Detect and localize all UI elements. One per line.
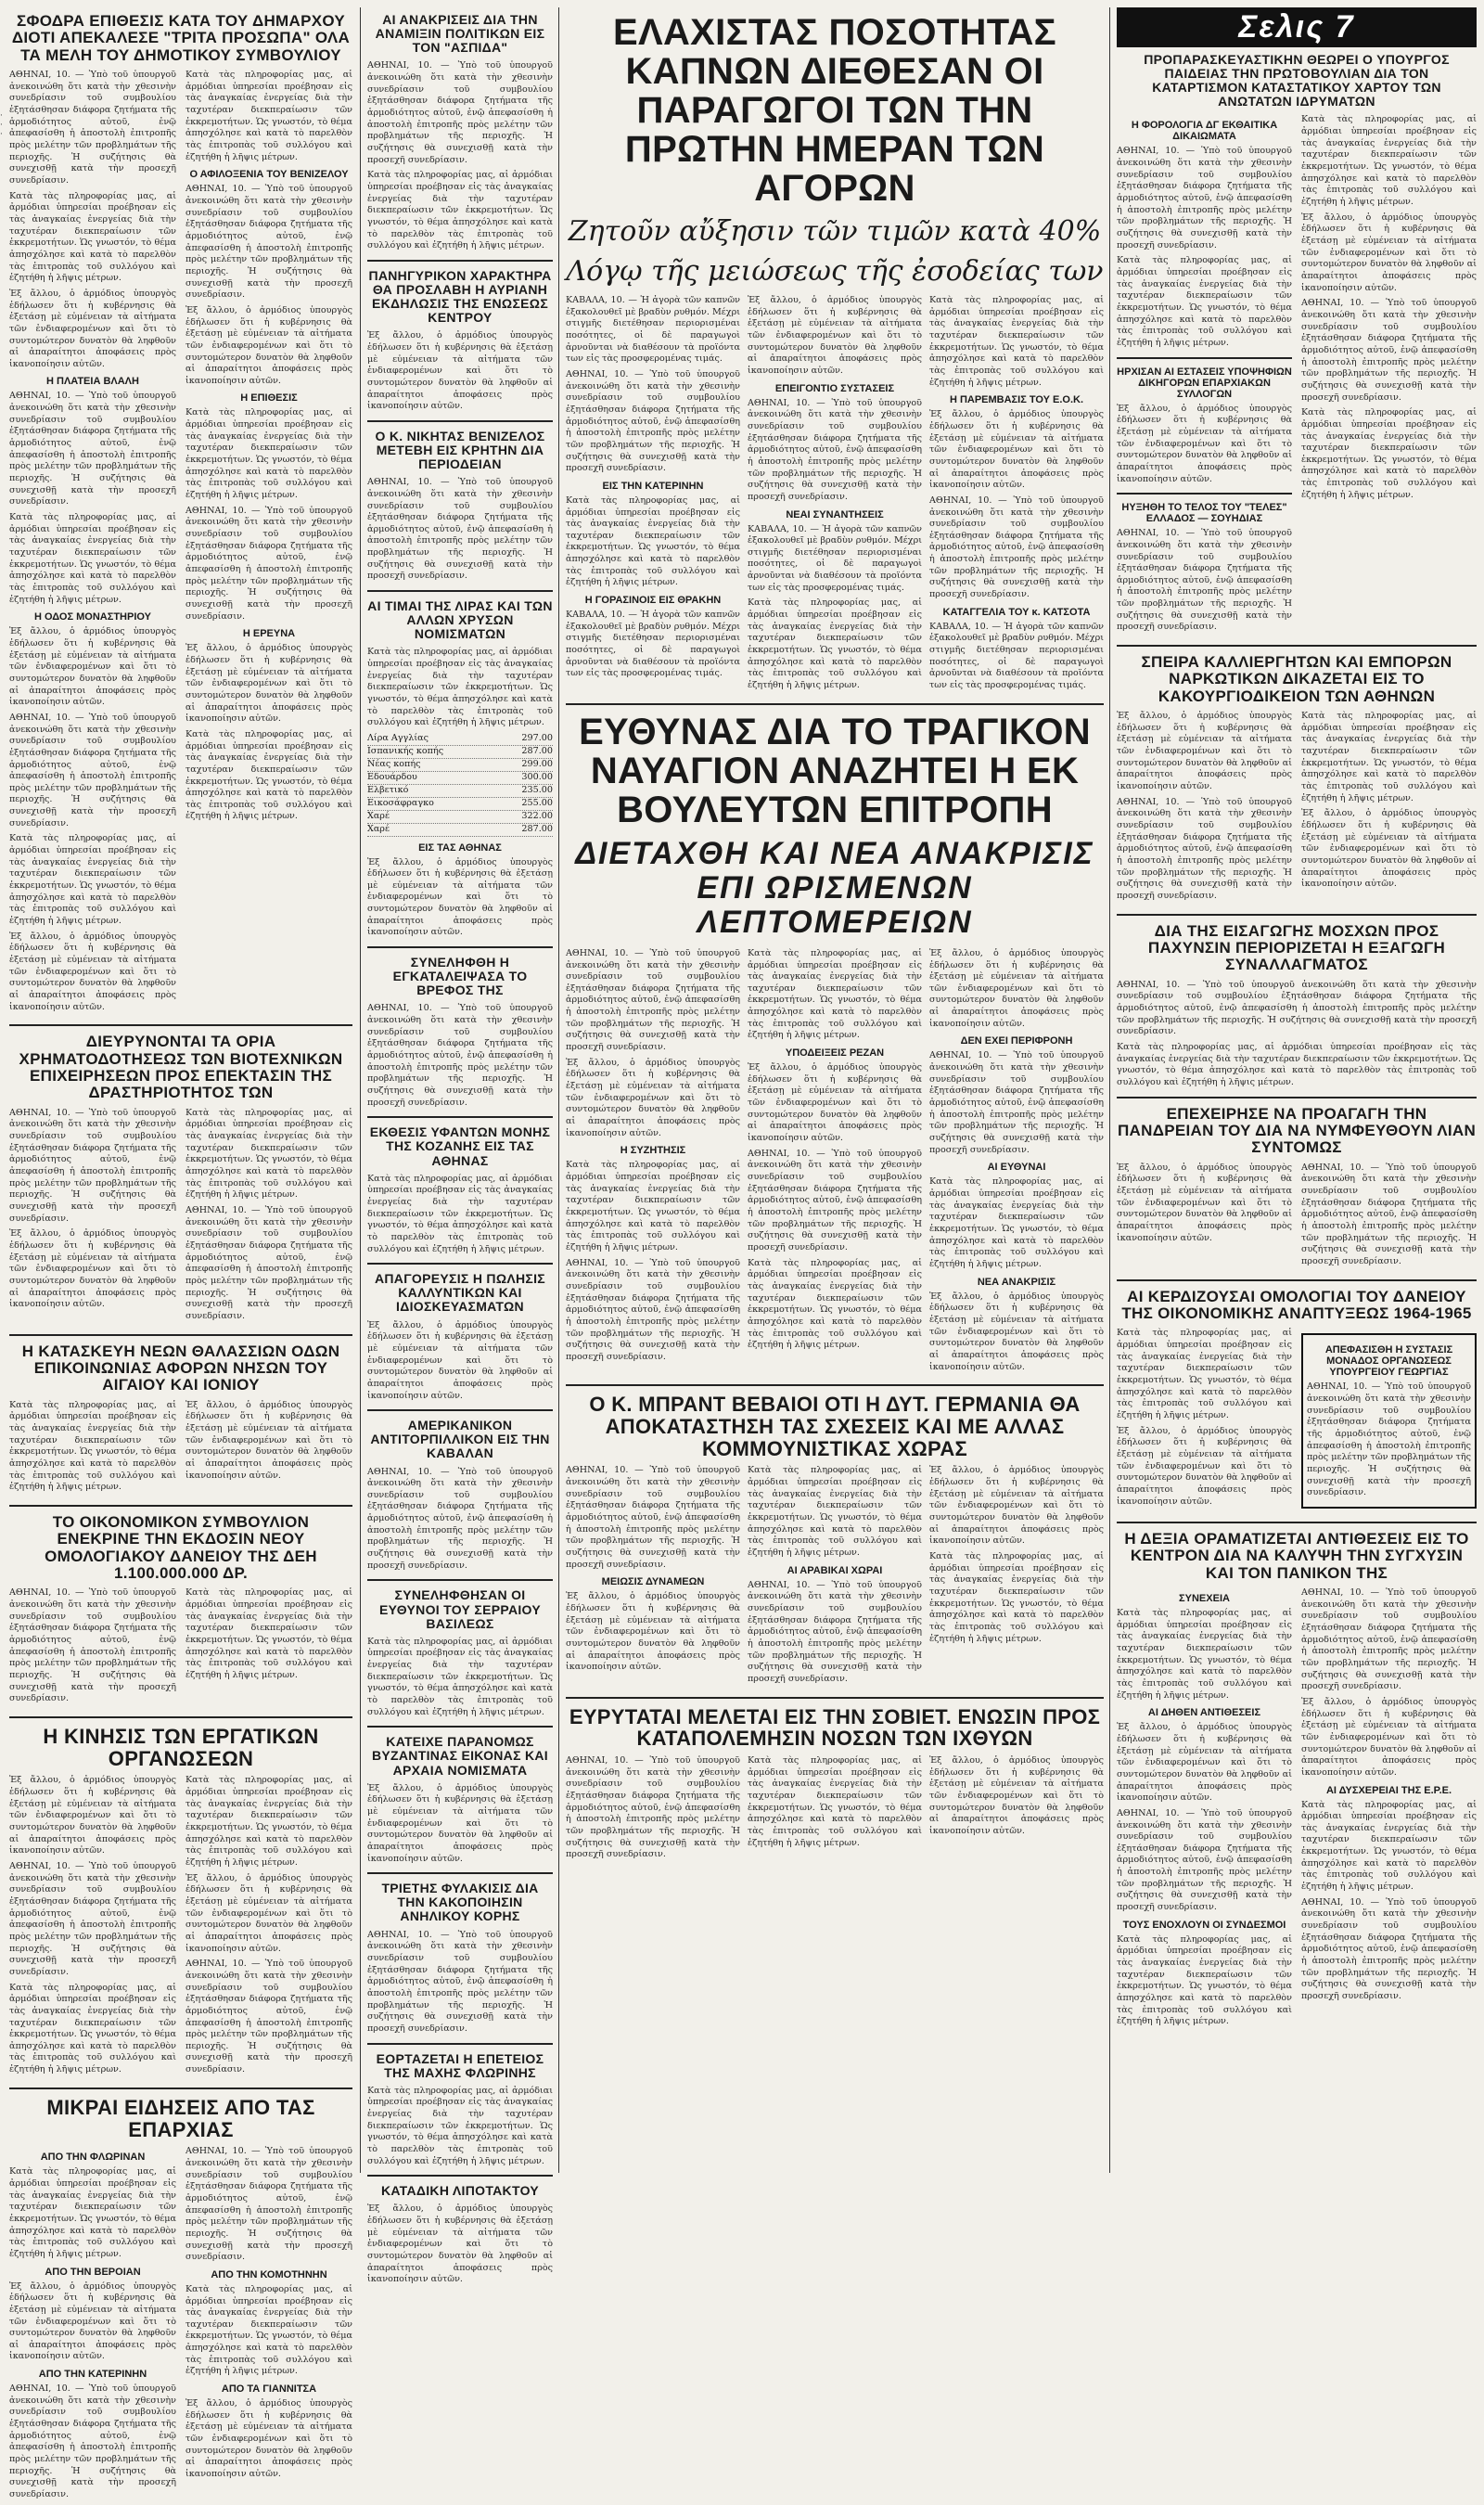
section-head: ΑΙ ΔΥΣΧΕΡΕΙΑΙ ΤΗΣ Ε.Ρ.Ε. bbox=[1325, 1784, 1452, 1796]
article-text: ΑΘΗΝΑΙ, 10. — Ὑπὸ τοῦ ὑπουργοῦ ἀνεκοινώθη ὅτι κατὰ τὴν χθεσινὴν συνεδρίασιν τοῦ συμβουλίου ἐξητάσθησαν διάφορα ζητήματα τῆς ἁρμοδιότητος αὐτοῦ, ἐνῷ ἀπεφασίσθη ἡ ἀποστολὴ ἐπιτροπῆς πρὸς μελέτην τῶν προβλημάτων τῆς περιοχῆς. Ἡ συζήτησις θὰ συνεχισθῇ κατὰ τὴν προσεχῆ συνεδρίασιν. bbox=[929, 1050, 1104, 1155]
section-head: ΤΟΥΣ ΕΝΟΧΛΟΥΝ ΟΙ ΣΥΝΔΕΣΜΟΙ bbox=[1122, 1919, 1286, 1931]
column-rule bbox=[558, 7, 559, 2173]
article-dei-body bbox=[9, 1587, 352, 1709]
article-text: ΑΘΗΝΑΙ, 10. — Ὑπὸ τοῦ ὑπουργοῦ ἀνεκοινώθη ὅτι κατὰ τὴν χθεσινὴν συνεδρίασιν τοῦ συμβουλίου ἐξητάσθησαν διάφορα ζητήματα τῆς ἁρμοδιότητος αὐτοῦ, ἐνῷ ἀπεφασίσθη ἡ ἀποστολὴ ἐπιτροπῆς πρὸς μελέτην τῶν προβλημάτων τῆς περιοχῆς. Ἡ συζήτησις θὰ συνεχισθῇ κατὰ τὴν προσεχῆ συνεδρίασιν. bbox=[1117, 796, 1292, 902]
article-text: ΚΑΒΑΛΑ, 10. — Ἡ ἀγορὰ τῶν καπνῶν ἐξακολουθεῖ μὲ βραδὺν ρυθμόν. Μέχρι στιγμῆς διετέθησαν περιορισμέναι ποσότητες, οἱ δὲ παραγωγοὶ ἀρνοῦνται νὰ διαθέσουν τὰ προϊόντα των εἰς τὰς προσφερομένας τιμάς. bbox=[566, 295, 740, 365]
article-dimarchos-body bbox=[9, 70, 352, 1017]
article-text: ΑΘΗΝΑΙ, 10. — Ὑπὸ τοῦ ὑπουργοῦ ἀνεκοινώθη ὅτι κατὰ τὴν χθεσινὴν συνεδρίασιν τοῦ συμβουλίου ἐξητάσθησαν διάφορα ζητήματα τῆς ἁρμοδιότητος αὐτοῦ, ἐνῷ ἀπεφασίσθη ἡ ἀποστολὴ ἐπιτροπῆς πρὸς μελέτην τῶν προβλημάτων τῆς περιοχῆς. Ἡ συζήτησις θὰ συνεχισθῇ κατὰ τὴν προσεχῆ συνεδρίασιν. bbox=[566, 1257, 740, 1362]
price-row: Ισπανικής κοπής 287.00 bbox=[367, 746, 553, 759]
headline-narkotika: ΣΠΕΙΡΑ ΚΑΛΛΙΕΡΓΗΤΩΝ ΚΑΙ ΕΜΠΟΡΩΝ ΝΑΡΚΩΤΙΚΩΝ ΔΙΚΑΖΕΤΑΙ ΕΙΣ ΤΟ ΚΑΚΟΥΡΓΙΟΔΙΚΕΙΟΝ ΤΩΝ ΑΘΗΝΩΝ bbox=[1141, 653, 1452, 705]
article-text: Κατὰ τὰς πληροφορίας μας, αἱ ἀρμόδιαι ὑπηρεσίαι προέβησαν εἰς τὰς ἀναγκαίας ἐνεργείας διὰ τὴν ταχυτέραν διεκπεραίωσιν τῶν ἐκκρεμοτήτων. Ὡς γνωστόν, τὸ θέμα ἀπησχόλησε καὶ κατὰ τὸ παρελθὸν τὰς ἐπιτροπὰς τοῦ συλλόγου καὶ ἐζητήθη ἡ λῆψις μέτρων. bbox=[9, 1399, 176, 1493]
article-text: ΑΘΗΝΑΙ, 10. — Ὑπὸ τοῦ ὑπουργοῦ ἀνεκοινώθη ὅτι κατὰ τὴν χθεσινὴν συνεδρίασιν τοῦ συμβουλίου ἐξητάσθησαν διάφορα ζητήματα τῆς ἁρμοδιότητος αὐτοῦ, ἐνῷ ἀπεφασίσθη ἡ ἀποστολὴ ἐπιτροπῆς πρὸς μελέτην τῶν προβλημάτων τῆς περιοχῆς. Ἡ συζήτησις θὰ συνεχισθῇ κατὰ τὴν προσεχῆ συνεδρίασιν. bbox=[9, 1107, 176, 1224]
divider bbox=[367, 260, 553, 262]
article-text: Κατὰ τὰς πληροφορίας μας, αἱ ἀρμόδιαι ὑπηρεσίαι προέβησαν εἰς τὰς ἀναγκαίας ἐνεργείας διὰ τὴν ταχυτέραν διεκπεραίωσιν τῶν ἐκκρεμοτήτων. Ὡς γνωστόν, τὸ θέμα ἀπησχόλησε καὶ κατὰ τὸ παρελθὸν τὰς ἐπιτροπὰς τοῦ συλλόγου καὶ ἐζητήθη ἡ λῆψις μέτρων. bbox=[1117, 255, 1292, 348]
section-head: Η ΕΡΕΥΝΑ bbox=[242, 628, 296, 640]
article-text: Ἐξ ἄλλου, ὁ ἀρμόδιος ὑπουργὸς ἐδήλωσεν ὅτι ἡ κυβέρνησις θὰ ἐξετάσῃ μὲ εὐμένειαν τὰ αἰτήματα τῶν ἐνδιαφερομένων καὶ ὅτι τὸ συντομώτερον δυνατὸν θὰ ληφθοῦν αἱ ἀπαραίτητοι ἀποφάσεις πρὸς ἱκανοποίησιν αὐτῶν. bbox=[186, 2398, 352, 2480]
article-text: Ἐξ ἄλλου, ὁ ἀρμόδιος ὑπουργὸς ἐδήλωσεν ὅτι ἡ κυβέρνησις θὰ ἐξετάσῃ μὲ εὐμένειαν τὰ αἰτήματα τῶν ἐνδιαφερομένων καὶ ὅτι τὸ συντομώτερον δυνατὸν θὰ ληφθοῦν αἱ ἀπαραίτητοι ἀποφάσεις πρὸς ἱκανοποίησιν αὐτῶν. bbox=[929, 409, 1104, 491]
headline-omologiai: ΑΙ ΚΕΡΔΙΖΟΥΣΑΙ ΟΜΟΛΟΓΙΑΙ ΤΟΥ ΔΑΝΕΙΟΥ ΤΗΣ ΟΙΚΟΝΟΜΙΚΗΣ ΑΝΑΠΤΥΞΕΩΣ 1964-1965 bbox=[1121, 1287, 1472, 1322]
divider bbox=[9, 1024, 352, 1026]
headline-venizelos: Ο Κ. ΝΙΚΗΤΑΣ ΒΕΝΙΖΕΛΟΣ ΜΕΤΕΒΗ ΕΙΣ ΚΡΗΤΗΝ ΔΙΑ ΠΕΡΙΟΔΕΙΑΝ bbox=[375, 428, 545, 472]
article-text: ΑΘΗΝΑΙ, 10. — Ὑπὸ τοῦ ὑπουργοῦ ἀνεκοινώθη ὅτι κατὰ τὴν χθεσινὴν συνεδρίασιν τοῦ συμβουλίου ἐξητάσθησαν διάφορα ζητήματα τῆς ἁρμοδιότητος αὐτοῦ, ἐνῷ ἀπεφασίσθη ἡ ἀποστολὴ ἐπιτροπῆς πρὸς μελέτην τῶν προβλημάτων τῆς περιοχῆς. Ἡ συζήτησις θὰ συνεχισθῇ κατὰ τὴν προσεχῆ συνεδρίασιν. bbox=[186, 505, 352, 622]
article-text: ΑΘΗΝΑΙ, 10. — Ὑπὸ τοῦ ὑπουργοῦ ἀνεκοινώθη ὅτι κατὰ τὴν χθεσινὴν συνεδρίασιν τοῦ συμβουλίου ἐξητάσθησαν διάφορα ζητήματα τῆς ἁρμοδιότητος αὐτοῦ, ἐνῷ ἀπεφασίσθη ἡ ἀποστολὴ ἐπιτροπῆς πρὸς μελέτην τῶν προβλημάτων τῆς περιοχῆς. Ἡ συζήτησις θὰ συνεχισθῇ κατὰ τὴν προσεχῆ συνεδρίασιν. bbox=[186, 184, 352, 301]
section-head: ΥΠΟΔΕΙΞΕΙΣ ΡΕΖΑΝ bbox=[785, 1047, 885, 1060]
headline-dexia: Η ΔΕΞΙΑ ΟΡΑΜΑΤΙΖΕΤΑΙ ΑΝΤΙΘΕΣΕΙΣ ΕΙΣ ΤΟ ΚΕΝΤΡΟΝ ΔΙΑ ΝΑ ΚΑΛΥΨΗ ΤΗΝ ΣΥΓΧΥΣΙΝ ΚΑΙ ΤΟΝ ΠΑΝΙΚΟΝ ΤΗΣ bbox=[1124, 1529, 1469, 1582]
section-head: ΕΙΣ ΤΗΝ ΚΑΤΕΡΙΝΗΝ bbox=[602, 480, 704, 492]
article-text: Ἐξ ἄλλου, ὁ ἀρμόδιος ὑπουργὸς ἐδήλωσεν ὅτι ἡ κυβέρνησις θὰ ἐξετάσῃ μὲ εὐμένειαν τὰ αἰτήματα τῶν ἐνδιαφερομένων καὶ ὅτι τὸ συντομώτερον δυνατὸν θὰ ληφθοῦν αἱ ἀπαραίτητοι ἀποφάσεις πρὸς ἱκανοποίησιν αὐτῶν. bbox=[9, 2280, 176, 2362]
column-second bbox=[367, 7, 553, 2285]
article-text: Κατὰ τὰς πληροφορίας μας, αἱ ἀρμόδιαι ὑπηρεσίαι προέβησαν εἰς τὰς ἀναγκαίας ἐνεργείας διὰ τὴν ταχυτέραν διεκπεραίωσιν τῶν ἐκκρεμοτήτων. Ὡς γνωστόν, τὸ θέμα ἀπησχόλησε καὶ κατὰ τὸ παρελθὸν τὰς ἐπιτροπὰς τοῦ συλλόγου καὶ ἐζητήθη ἡ λῆψις μέτρων. bbox=[748, 947, 922, 1041]
divider bbox=[1117, 1097, 1477, 1098]
divider bbox=[9, 1716, 352, 1718]
headline-florina: ΕΟΡΤΑΖΕΤΑΙ Η ΕΠΕΤΕΙΟΣ ΤΗΣ ΜΑΧΗΣ ΦΛΩΡΙΝΗΣ bbox=[376, 2050, 544, 2080]
price-row: Εικοσάφραγκο 255.00 bbox=[367, 798, 553, 811]
section-head: ΔΕΝ ΕΧΕΙ ΠΕΡΙΦΡΟΝΗ bbox=[960, 1035, 1073, 1047]
article-text: Ἐξ ἄλλου, ὁ ἀρμόδιος ὑπουργὸς ἐδήλωσεν ὅτι ἡ κυβέρνησις θὰ ἐξετάσῃ μὲ εὐμένειαν τὰ αἰτήματα τῶν ἐνδιαφερομένων καὶ ὅτι τὸ συντομώτερον δυνατὸν θὰ ληφθοῦν αἱ ἀπαραίτητοι ἀποφάσεις πρὸς ἱκανοποίησιν αὐτῶν. bbox=[1117, 403, 1292, 484]
divider bbox=[367, 1872, 553, 1874]
section-head: Η ΠΛΑΤΕΙΑ ΒΛΑΛΗ bbox=[46, 376, 139, 388]
divider bbox=[1117, 645, 1477, 647]
column-center bbox=[566, 7, 1104, 2173]
headline-dimarchos: ΣΦΟΔΡΑ ΕΠΙΘΕΣΙΣ ΚΑΤΑ ΤΟΥ ΔΗΜΑΡΧΟΥ ΔΙΟΤΙ ΑΠΕΚΑΛΕΣΕ "ΤΡΙΤΑ ΠΡΟΣΩΠΑ" ΟΛΑ ΤΑ ΜΕΛΗ ΤΟΥ ΔΗΜΟΤΙΚΟΥ ΣΥΜΒΟΥΛΙΟΥ bbox=[11, 12, 351, 64]
article-text: ΑΘΗΝΑΙ, 10. — Ὑπὸ τοῦ ὑπουργοῦ ἀνεκοινώθη ὅτι κατὰ τὴν χθεσινὴν συνεδρίασιν τοῦ συμβουλίου ἐξητάσθησαν διάφορα ζητήματα τῆς ἁρμοδιότητος αὐτοῦ, ἐνῷ ἀπεφασίσθη ἡ ἀποστολὴ ἐπιτροπῆς πρὸς μελέτην τῶν προβλημάτων τῆς περιοχῆς. Ἡ συζήτησις θὰ συνεχισθῇ κατὰ τὴν προσεχῆ συνεδρίασιν. bbox=[9, 70, 176, 186]
section-head: Η ΦΟΡΟΛΟΓΙΑ ΔΓ ΕΚΘΑΙΤΙΚΑ ΔΙΚΑΙΩΜΑΤΑ bbox=[1131, 120, 1278, 143]
article-omologiai-body bbox=[1117, 1328, 1477, 1514]
section-head: ΑΠΟ ΤΗΝ ΚΑΤΕΡΙΝΗΝ bbox=[38, 2369, 147, 2381]
article-ergatikes-body bbox=[9, 1775, 352, 2079]
article-text: Ἐξ ἄλλου, ὁ ἀρμόδιος ὑπουργὸς ἐδήλωσεν ὅτι ἡ κυβέρνησις θὰ ἐξετάσῃ μὲ εὐμένειαν τὰ αἰτήματα τῶν ἐνδιαφερομένων καὶ ὅτι τὸ συντομώτερον δυνατὸν θὰ ληφθοῦν αἱ ἀπαραίτητοι ἀποφάσεις πρὸς ἱκανοποίησιν αὐτῶν. bbox=[1117, 1425, 1292, 1507]
headline-thalassioi-odoi: Η ΚΑΤΑΣΚΕΥΗ ΝΕΩΝ ΘΑΛΑΣΣΙΩΝ ΟΔΩΝ ΕΠΙΚΟΙΝΩΝΙΑΣ ΑΦΟΡΩΝ ΝΗΣΩΝ ΤΟΥ ΑΙΓΑΙΟΥ ΚΑΙ ΙΟΝΙΟΥ bbox=[21, 1342, 340, 1394]
headline-viotechnikes: ΔΙΕΥΡΥΝΟΝΤΑΙ ΤΑ ΟΡΙΑ ΧΡΗΜΑΤΟΔΟΤΗΣΕΩΣ ΤΩΝ ΒΙΟΤΕΧΝΙΚΩΝ ΕΠΙΧΕΙΡΗΣΕΩΝ ΠΡΟΣ ΕΠΕΚΤΑΣΙΝ ΤΗΣ ΔΡΑΣΤΗΡΙΟΤΗΤΟΣ ΤΩΝ bbox=[19, 1033, 343, 1102]
article-text: ΑΘΗΝΑΙ, 10. — Ὑπὸ τοῦ ὑπουργοῦ ἀνεκοινώθη ὅτι κατὰ τὴν χθεσινὴν συνεδρίασιν τοῦ συμβουλίου ἐξητάσθησαν διάφορα ζητήματα τῆς ἁρμοδιότητος αὐτοῦ, ἐνῷ ἀπεφασίσθη ἡ ἀποστολὴ ἐπιτροπῆς πρὸς μελέτην τῶν προβλημάτων τῆς περιοχῆς. Ἡ συζήτησις θὰ συνεχισθῇ κατὰ τὴν προσεχῆ συνεδρίασιν. bbox=[566, 1465, 740, 1570]
section-head: ΑΠΟ ΤΗΝ ΦΛΩΡΙΝΑΝ bbox=[40, 2152, 146, 2164]
provincial-news bbox=[9, 2146, 352, 2504]
article-text: ΑΘΗΝΑΙ, 10. — Ὑπὸ τοῦ ὑπουργοῦ ἀνεκοινώθη ὅτι κατὰ τὴν χθεσινὴν συνεδρίασιν τοῦ συμβουλίου ἐξητάσθησαν διάφορα ζητήματα τῆς ἁρμοδιότητος αὐτοῦ, ἐνῷ ἀπεφασίσθη ἡ ἀποστολὴ ἐπιτροπῆς πρὸς μελέτην τῶν προβλημάτων τῆς περιοχῆς. Ἡ συζήτησις θὰ συνεχισθῇ κατὰ τὴν προσεχῆ συνεδρίασιν. bbox=[367, 1003, 553, 1108]
article-text: Κατὰ τὰς πληροφορίας μας, αἱ ἀρμόδιαι ὑπηρεσίαι προέβησαν εἰς τὰς ἀναγκαίας ἐνεργείας διὰ τὴν ταχυτέραν διεκπεραίωσιν τῶν ἐκκρεμοτήτων. Ὡς γνωστόν, τὸ θέμα ἀπησχόλησε καὶ κατὰ τὸ παρελθὸν τὰς ἐπιτροπὰς τοῦ συλλόγου καὶ ἐζητήθη ἡ λῆψις μέτρων. bbox=[9, 2166, 176, 2259]
article-text: ΑΘΗΝΑΙ, 10. — Ὑπὸ τοῦ ὑπουργοῦ ἀνεκοινώθη ὅτι κατὰ τὴν χθεσινὴν συνεδρίασιν τοῦ συμβουλίου ἐξητάσθησαν διάφορα ζητήματα τῆς ἁρμοδιότητος αὐτοῦ, ἐνῷ ἀπεφασίσθη ἡ ἀποστολὴ ἐπιτροπῆς πρὸς μελέτην τῶν προβλημάτων τῆς περιοχῆς. Ἡ συζήτησις θὰ συνεχισθῇ κατὰ τὴν προσεχῆ συνεδρίασιν. bbox=[1117, 1807, 1292, 1913]
article-text: Κατὰ τὰς πληροφορίας μας, αἱ ἀρμόδιαι ὑπηρεσίαι προέβησαν εἰς τὰς ἀναγκαίας ἐνεργείας διὰ τὴν ταχυτέραν διεκπεραίωσιν τῶν ἐκκρεμοτήτων. Ὡς γνωστόν, τὸ θέμα ἀπησχόλησε καὶ κατὰ τὸ παρελθὸν τὰς ἐπιτροπὰς τοῦ συλλόγου καὶ ἐζητήθη ἡ λῆψις μέτρων. bbox=[929, 1551, 1104, 1644]
article-text: Κατὰ τὰς πληροφορίας μας, αἱ ἀρμόδιαι ὑπηρεσίαι προέβησαν εἰς τὰς ἀναγκαίας ἐνεργείας διὰ τὴν ταχυτέραν διεκπεραίωσιν τῶν ἐκκρεμοτήτων. Ὡς γνωστόν, τὸ θέμα ἀπησχόλησε καὶ κατὰ τὸ παρελθὸν τὰς ἐπιτροπὰς τοῦ συλλόγου καὶ ἐζητήθη ἡ λῆψις μέτρων. bbox=[9, 190, 176, 284]
article-text: ΑΘΗΝΑΙ, 10. — Ὑπὸ τοῦ ὑπουργοῦ ἀνεκοινώθη ὅτι κατὰ τὴν χθεσινὴν συνεδρίασιν τοῦ συμβουλίου ἐξητάσθησαν διάφορα ζητήματα τῆς ἁρμοδιότητος αὐτοῦ, ἐνῷ ἀπεφασίσθη ἡ ἀποστολὴ ἐπιτροπῆς πρὸς μελέτην τῶν προβλημάτων τῆς περιοχῆς. Ἡ συζήτησις θὰ συνεχισθῇ κατὰ τὴν προσεχῆ συνεδρίασιν. bbox=[367, 1929, 553, 2034]
column-left bbox=[9, 7, 352, 2500]
section-head: ΝΕΑ ΑΝΑΚΡΙΣΙΣ bbox=[977, 1276, 1056, 1288]
section-head: ΣΥΝΕΧΕΙΑ bbox=[1179, 1593, 1230, 1604]
article-text: ΑΘΗΝΑΙ, 10. — Ὑπὸ τοῦ ὑπουργοῦ ἀνεκοινώθη ὅτι κατὰ τὴν χθεσινὴν συνεδρίασιν τοῦ συμβουλίου ἐξητάσθησαν διάφορα ζητήματα τῆς ἁρμοδιότητος αὐτοῦ, ἐνῷ ἀπεφασίσθη ἡ ἀποστολὴ ἐπιτροπῆς πρὸς μελέτην τῶν προβλημάτων τῆς περιοχῆς. Ἡ συζήτησις θὰ συνεχισθῇ κατὰ τὴν προσεχῆ συνεδρίασιν. bbox=[566, 1755, 740, 1860]
section-head: Ο ΑΦΙΛΟΞΕΝΙΑ ΤΟΥ ΒΕΝΙΖΕΛΟΥ bbox=[189, 169, 349, 181]
headline-fylakisis: ΤΡΙΕΤΗΣ ΦΥΛΑΚΙΣΙΣ ΔΙΑ ΤΗΝ ΚΑΚΟΠΟΙΗΣΙΝ ΑΝΗΛΙΚΟΥ ΚΟΡΗΣ bbox=[381, 1881, 539, 1924]
divider bbox=[9, 2088, 352, 2089]
article-text: Κατὰ τὰς πληροφορίας μας, αἱ ἀρμόδιαι ὑπηρεσίαι προέβησαν εἰς τὰς ἀναγκαίας ἐνεργείας διὰ τὴν ταχυτέραν διεκπεραίωσιν τῶν ἐκκρεμοτήτων. Ὡς γνωστόν, τὸ θέμα ἀπησχόλησε καὶ κατὰ τὸ παρελθὸν τὰς ἐπιτροπὰς τοῦ συλλόγου καὶ ἐζητήθη ἡ λῆψις μέτρων. bbox=[9, 833, 176, 927]
divider bbox=[367, 590, 553, 592]
column-rule bbox=[1109, 7, 1110, 2173]
divider bbox=[566, 703, 1104, 705]
headline-dei-loan: ΤΟ ΟΙΚΟΝΟΜΙΚΟΝ ΣΥΜΒΟΥΛΙΟΝ ΕΝΕΚΡΙΝΕ ΤΗΝ ΕΚΔΟΣΙΝ ΝΕΟΥ ΟΜΟΛΟΓΙΑΚΟΥ ΔΑΝΕΙΟΥ ΤΗΣ ΔΕΗ 1.100.000.000 ΔΡ. bbox=[45, 1512, 317, 1582]
article-text: ΚΑΒΑΛΑ, 10. — Ἡ ἀγορὰ τῶν καπνῶν ἐξακολουθεῖ μὲ βραδὺν ρυθμόν. Μέχρι στιγμῆς διετέθησαν περιορισμέναι ποσότητες, οἱ δὲ παραγωγοὶ ἀρνοῦνται νὰ διαθέσουν τὰ προϊόντα των εἰς τὰς προσφερομένας τιμάς. bbox=[566, 610, 740, 679]
article-text: Ἐξ ἄλλου, ὁ ἀρμόδιος ὑπουργὸς ἐδήλωσεν ὅτι ἡ κυβέρνησις θὰ ἐξετάσῃ μὲ εὐμένειαν τὰ αἰτήματα τῶν ἐνδιαφερομένων καὶ ὅτι τὸ συντομώτερον δυνατὸν θὰ ληφθοῦν αἱ ἀπαραίτητοι ἀποφάσεις πρὸς ἱκανοποίησιν αὐτῶν. bbox=[9, 1228, 176, 1310]
article-text: Κατὰ τὰς πληροφορίας μας, αἱ ἀρμόδιαι ὑπηρεσίαι προέβησαν εἰς τὰς ἀναγκαίας ἐνεργείας διὰ τὴν ταχυτέραν διεκπεραίωσιν τῶν ἐκκρεμοτήτων. Ὡς γνωστόν, τὸ θέμα ἀπησχόλησε καὶ κατὰ τὸ παρελθὸν τὰς ἐπιτροπὰς τοῦ συλλόγου καὶ ἐζητήθη ἡ λῆψις μέτρων. bbox=[9, 512, 176, 605]
article-text: Ἐξ ἄλλου, ὁ ἀρμόδιος ὑπουργὸς ἐδήλωσεν ὅτι ἡ κυβέρνησις θὰ ἐξετάσῃ μὲ εὐμένειαν τὰ αἰτήματα τῶν ἐνδιαφερομένων καὶ ὅτι τὸ συντομώτερον δυνατὸν θὰ ληφθοῦν αἱ ἀπαραίτητοι ἀποφάσεις πρὸς ἱκανοποίησιν αὐτῶν. bbox=[186, 304, 352, 386]
article-text: ΑΘΗΝΑΙ, 10. — Ὑπὸ τοῦ ὑπουργοῦ ἀνεκοινώθη ὅτι κατὰ τὴν χθεσινὴν συνεδρίασιν τοῦ συμβουλίου ἐξητάσθησαν διάφορα ζητήματα τῆς ἁρμοδιότητος αὐτοῦ, ἐνῷ ἀπεφασίσθη ἡ ἀποστολὴ ἐπιτροπῆς πρὸς μελέτην τῶν προβλημάτων τῆς περιοχῆς. Ἡ συζήτησις θὰ συνεχισθῇ κατὰ τὴν προσεχῆ συνεδρίασιν. bbox=[9, 1860, 176, 1977]
article-text: ΑΘΗΝΑΙ, 10. — Ὑπὸ τοῦ ὑπουργοῦ ἀνεκοινώθη ὅτι κατὰ τὴν χθεσινὴν συνεδρίασιν τοῦ συμβουλίου ἐξητάσθησαν διάφορα ζητήματα τῆς ἁρμοδιότητος αὐτοῦ, ἐνῷ ἀπεφασίσθη ἡ ἀποστολὴ ἐπιτροπῆς πρὸς μελέτην τῶν προβλημάτων τῆς περιοχῆς. Ἡ συζήτησις θὰ συνεχισθῇ κατὰ τὴν προσεχῆ συνεδρίασιν. bbox=[748, 1579, 922, 1684]
article-text: Ἐξ ἄλλου, ὁ ἀρμόδιος ὑπουργὸς ἐδήλωσεν ὅτι ἡ κυβέρνησις θὰ ἐξετάσῃ μὲ εὐμένειαν τὰ αἰτήματα τῶν ἐνδιαφερομένων καὶ ὅτι τὸ συντομώτερον δυνατὸν θὰ ληφθοῦν αἱ ἀπαραίτητοι ἀποφάσεις πρὸς ἱκανοποίησιν αὐτῶν. bbox=[367, 856, 553, 938]
article-kapnoi-body bbox=[566, 295, 1104, 696]
headline-ekthesis-yfanton: ΕΚΘΕΣΙΣ ΥΦΑΝΤΩΝ ΜΟΝΗΣ ΤΗΣ ΚΟΖΑΝΗΣ ΕΙΣ ΤΑΣ ΑΘΗΝΑΣ bbox=[369, 1124, 551, 1168]
article-text: Ἐξ ἄλλου, ὁ ἀρμόδιος ὑπουργὸς ἐδήλωσεν ὅτι ἡ κυβέρνησις θὰ ἐξετάσῃ μὲ εὐμένειαν τὰ αἰτήματα τῶν ἐνδιαφερομένων καὶ ὅτι τὸ συντομώτερον δυνατὸν θὰ ληφθοῦν αἱ ἀπαραίτητοι ἀποφάσεις πρὸς ἱκανοποίησιν αὐτῶν. bbox=[1117, 711, 1292, 792]
divider bbox=[9, 1334, 352, 1336]
price-row: Ελβετικό 235.00 bbox=[367, 785, 553, 798]
article-text: Κατὰ τὰς πληροφορίας μας, αἱ ἀρμόδιαι ὑπηρεσίαι προέβησαν εἰς τὰς ἀναγκαίας ἐνεργείας διὰ τὴν ταχυτέραν διεκπεραίωσιν τῶν ἐκκρεμοτήτων. Ὡς γνωστόν, τὸ θέμα ἀπησχόλησε καὶ κατὰ τὸ παρελθὸν τὰς ἐπιτροπὰς τοῦ συλλόγου καὶ ἐζητήθη ἡ λῆψις μέτρων. bbox=[1301, 114, 1477, 208]
article-brant-body bbox=[566, 1465, 1104, 1689]
price-row: Χαρέ 322.00 bbox=[367, 811, 553, 824]
headline-lipotaktou: ΚΑΤΑΔΙΚΗ ΛΙΠΟΤΑΚΤΟΥ bbox=[380, 2183, 540, 2199]
section-head: ΕΠΕΙΓΟΝΤΙΟ ΣΥΣΤΑΣΕΙΣ bbox=[774, 382, 895, 394]
divider bbox=[1117, 357, 1292, 359]
article-text: ΑΘΗΝΑΙ, 10. — Ὑπὸ τοῦ ὑπουργοῦ ἀνεκοινώθη ὅτι κατὰ τὴν χθεσινὴν συνεδρίασιν τοῦ συμβουλίου ἐξητάσθησαν διάφορα ζητήματα τῆς ἁρμοδιότητος αὐτοῦ, ἐνῷ ἀπεφασίσθη ἡ ἀποστολὴ ἐπιτροπῆς πρὸς μελέτην τῶν προβλημάτων τῆς περιοχῆς. Ἡ συζήτησις θὰ συνεχισθῇ κατὰ τὴν προσεχῆ συνεδρίασιν. bbox=[1301, 298, 1477, 403]
article-text: Ἐξ ἄλλου, ὁ ἀρμόδιος ὑπουργὸς ἐδήλωσεν ὅτι ἡ κυβέρνησις θὰ ἐξετάσῃ μὲ εὐμένειαν τὰ αἰτήματα τῶν ἐνδιαφερομένων καὶ ὅτι τὸ συντομώτερον δυνατὸν θὰ ληφθοῦν αἱ ἀπαραίτητοι ἀποφάσεις πρὸς ἱκανοποίησιν αὐτῶν. bbox=[748, 295, 922, 376]
article-text: ΑΘΗΝΑΙ, 10. — Ὑπὸ τοῦ ὑπουργοῦ ἀνεκοινώθη ὅτι κατὰ τὴν χθεσινὴν συνεδρίασιν τοῦ συμβουλίου ἐξητάσθησαν διάφορα ζητήματα τῆς ἁρμοδιότητος αὐτοῦ, ἐνῷ ἀπεφασίσθη ἡ ἀποστολὴ ἐπιτροπῆς πρὸς μελέτην τῶν προβλημάτων τῆς περιοχῆς. Ἡ συζήτησις θὰ συνεχισθῇ κατὰ τὴν προσεχῆ συνεδρίασιν. bbox=[186, 2146, 352, 2263]
article-text: Ἐξ ἄλλου, ὁ ἀρμόδιος ὑπουργὸς ἐδήλωσεν ὅτι ἡ κυβέρνησις θὰ ἐξετάσῃ μὲ εὐμένειαν τὰ αἰτήματα τῶν ἐνδιαφερομένων καὶ ὅτι τὸ συντομώτερον δυνατὸν θὰ ληφθοῦν αἱ ἀπαραίτητοι ἀποφάσεις πρὸς ἱκανοποίησιν αὐτῶν. bbox=[1117, 1162, 1292, 1243]
article-text: Ἐξ ἄλλου, ὁ ἀρμόδιος ὑπουργὸς ἐδήλωσεν ὅτι ἡ κυβέρνησις θὰ ἐξετάσῃ μὲ εὐμένειαν τὰ αἰτήματα τῶν ἐνδιαφερομένων καὶ ὅτι τὸ συντομώτερον δυνατὸν θὰ ληφθοῦν αἱ ἀπαραίτητοι ἀποφάσεις πρὸς ἱκανοποίησιν αὐτῶν. bbox=[929, 947, 1104, 1029]
article-text: Ἐξ ἄλλου, ὁ ἀρμόδιος ὑπουργὸς ἐδήλωσεν ὅτι ἡ κυβέρνησις θὰ ἐξετάσῃ μὲ εὐμένειαν τὰ αἰτήματα τῶν ἐνδιαφερομένων καὶ ὅτι τὸ συντομώτερον δυνατὸν θὰ ληφθοῦν αἱ ἀπαραίτητοι ἀποφάσεις πρὸς ἱκανοποίησιν αὐτῶν. bbox=[9, 931, 176, 1012]
article-text: Κατὰ τὰς πληροφορίας μας, αἱ ἀρμόδιαι ὑπηρεσίαι προέβησαν εἰς τὰς ἀναγκαίας ἐνεργείας διὰ τὴν ταχυτέραν διεκπεραίωσιν τῶν ἐκκρεμοτήτων. Ὡς γνωστόν, τὸ θέμα ἀπησχόλησε καὶ κατὰ τὸ παρελθὸν τὰς ἐπιτροπὰς τοῦ συλλόγου καὶ ἐζητήθη ἡ λῆψις μέτρων. bbox=[186, 1587, 352, 1680]
subheadline-auxisis: Ζητοῦν αὔξησιν τῶν τιμῶν κατὰ 40% bbox=[568, 215, 1102, 248]
article-text: Κατὰ τὰς πληροφορίας μας, αἱ ἀρμόδιαι ὑπηρεσίαι προέβησαν εἰς τὰς ἀναγκαίας ἐνεργείας διὰ τὴν ταχυτέραν διεκπεραίωσιν τῶν ἐκκρεμοτήτων. Ὡς γνωστόν, τὸ θέμα ἀπησχόλησε καὶ κατὰ τὸ παρελθὸν τὰς ἐπιτροπὰς τοῦ συλλόγου καὶ ἐζητήθη ἡ λῆψις μέτρων. bbox=[748, 1755, 922, 1848]
article-text: Κατὰ τὰς πληροφορίας μας, αἱ ἀρμόδιαι ὑπηρεσίαι προέβησαν εἰς τὰς ἀναγκαίας ἐνεργείας διὰ τὴν ταχυτέραν διεκπεραίωσιν τῶν ἐκκρεμοτήτων. Ὡς γνωστόν, τὸ θέμα ἀπησχόλησε καὶ κατὰ τὸ παρελθὸν τὰς ἐπιτροπὰς τοῦ συλλόγου καὶ ἐζητήθη ἡ λῆψις μέτρων. bbox=[1117, 1042, 1477, 1087]
article-text: Κατὰ τὰς πληροφορίας μας, αἱ ἀρμόδιαι ὑπηρεσίαι προέβησαν εἰς τὰς ἀναγκαίας ἐνεργείας διὰ τὴν ταχυτέραν διεκπεραίωσιν τῶν ἐκκρεμοτήτων. Ὡς γνωστόν, τὸ θέμα ἀπησχόλησε καὶ κατὰ τὸ παρελθὸν τὰς ἐπιτροπὰς τοῦ συλλόγου καὶ ἐζητήθη ἡ λῆψις μέτρων. bbox=[367, 1173, 553, 1254]
subheadline-anakrisis: ΔΙΕΤΑΧΘΗ ΚΑΙ ΝΕΑ ΑΝΑΚΡΙΣΙΣ ΕΠΙ ΩΡΙΣΜΕΝΩΝ ΛΕΠΤΟΜΕΡΕΙΩΝ bbox=[575, 835, 1094, 941]
article-text: Ἐξ ἄλλου, ὁ ἀρμόδιος ὑπουργὸς ἐδήλωσεν ὅτι ἡ κυβέρνησις θὰ ἐξετάσῃ μὲ εὐμένειαν τὰ αἰτήματα τῶν ἐνδιαφερομένων καὶ ὅτι τὸ συντομώτερον δυνατὸν θὰ ληφθοῦν αἱ ἀπαραίτητοι ἀποφάσεις πρὸς ἱκανοποίησιν αὐτῶν. bbox=[367, 1319, 553, 1401]
article-text: ΑΘΗΝΑΙ, 10. — Ὑπὸ τοῦ ὑπουργοῦ ἀνεκοινώθη ὅτι κατὰ τὴν χθεσινὴν συνεδρίασιν τοῦ συμβουλίου ἐξητάσθησαν διάφορα ζητήματα τῆς ἁρμοδιότητος αὐτοῦ, ἐνῷ ἀπεφασίσθη ἡ ἀποστολὴ ἐπιτροπῆς πρὸς μελέτην τῶν προβλημάτων τῆς περιοχῆς. Ἡ συζήτησις θὰ συνεχισθῇ κατὰ τὴν προσεχῆ συνεδρίασιν. bbox=[367, 477, 553, 582]
divider bbox=[367, 1726, 553, 1728]
article-text: Ἐξ ἄλλου, ὁ ἀρμόδιος ὑπουργὸς ἐδήλωσεν ὅτι ἡ κυβέρνησις θὰ ἐξετάσῃ μὲ εὐμένειαν τὰ αἰτήματα τῶν ἐνδιαφερομένων καὶ ὅτι τὸ συντομώτερον δυνατὸν θὰ ληφθοῦν αἱ ἀπαραίτητοι ἀποφάσεις πρὸς ἱκανοποίησιν αὐτῶν. bbox=[1301, 212, 1477, 293]
divider bbox=[367, 2175, 553, 2177]
article-text: ΑΘΗΝΑΙ, 10. — Ὑπὸ τοῦ ὑπουργοῦ ἀνεκοινώθη ὅτι κατὰ τὴν χθεσινὴν συνεδρίασιν τοῦ συμβουλίου ἐξητάσθησαν διάφορα ζητήματα τῆς ἁρμοδιότητος αὐτοῦ, ἐνῷ ἀπεφασίσθη ἡ ἀποστολὴ ἐπιτροπῆς πρὸς μελέτην τῶν προβλημάτων τῆς περιοχῆς. Ἡ συζήτησις θὰ συνεχισθῇ κατὰ τὴν προσεχῆ συνεδρίασιν. bbox=[9, 712, 176, 829]
section-head: ΜΕΙΩΣΙΣ ΔΥΝΑΜΕΩΝ bbox=[601, 1576, 705, 1588]
boxed-notice bbox=[1301, 1333, 1477, 1509]
section-head: ΚΑΤΑΓΓΕΛΙΑ ΤΟΥ κ. ΚΑΤΣΟΤΑ bbox=[942, 606, 1091, 618]
section-head: Η ΠΑΡΕΜΒΑΣΙΣ ΤΟΥ Ε.Ο.Κ. bbox=[949, 394, 1084, 406]
divider bbox=[1117, 914, 1477, 916]
headline-brant: Ο Κ. ΜΠΡΑΝΤ ΒΕΒΑΙΟΙ ΟΤΙ Η ΔΥΤ. ΓΕΡΜΑΝΙΑ ΘΑ ΑΠΟΚΑΤΑΣΤΗΣΗ ΤΑΣ ΣΧΕΣΕΙΣ ΚΑΙ ΜΕ ΑΛΛΑΣ ΚΟΜΜΟΥΝΙΣΤΙΚΑΣ ΧΩΡΑΣ bbox=[589, 1393, 1081, 1460]
article-text: Κατὰ τὰς πληροφορίας μας, αἱ ἀρμόδιαι ὑπηρεσίαι προέβησαν εἰς τὰς ἀναγκαίας ἐνεργείας διὰ τὴν ταχυτέραν διεκπεραίωσιν τῶν ἐκκρεμοτήτων. Ὡς γνωστόν, τὸ θέμα ἀπησχόλησε καὶ κατὰ τὸ παρελθὸν τὰς ἐπιτροπὰς τοῦ συλλόγου καὶ ἐζητήθη ἡ λῆψις μέτρων. bbox=[186, 728, 352, 822]
article-text: Ἐξ ἄλλου, ὁ ἀρμόδιος ὑπουργὸς ἐδήλωσεν ὅτι ἡ κυβέρνησις θὰ ἐξετάσῃ μὲ εὐμένειαν τὰ αἰτήματα τῶν ἐνδιαφερομένων καὶ ὅτι τὸ συντομώτερον δυνατὸν θὰ ληφθοῦν αἱ ἀπαραίτητοι ἀποφάσεις πρὸς ἱκανοποίησιν αὐτῶν. bbox=[929, 1291, 1104, 1372]
article-text: Κατὰ τὰς πληροφορίας μας, αἱ ἀρμόδιαι ὑπηρεσίαι προέβησαν εἰς τὰς ἀναγκαίας ἐνεργείας διὰ τὴν ταχυτέραν διεκπεραίωσιν τῶν ἐκκρεμοτήτων. Ὡς γνωστόν, τὸ θέμα ἀπησχόλησε καὶ κατὰ τὸ παρελθὸν τὰς ἐπιτροπὰς τοῦ συλλόγου καὶ ἐζητήθη ἡ λῆψις μέτρων. bbox=[748, 1257, 922, 1351]
divider bbox=[1117, 493, 1292, 495]
article-text: Κατὰ τὰς πληροφορίας μας, αἱ ἀρμόδιαι ὑπηρεσίαι προέβησαν εἰς τὰς ἀναγκαίας ἐνεργείας διὰ τὴν ταχυτέραν διεκπεραίωσιν τῶν ἐκκρεμοτήτων. Ὡς γνωστόν, τὸ θέμα ἀπησχόλησε καὶ κατὰ τὸ παρελθὸν τὰς ἐπιτροπὰς τοῦ συλλόγου καὶ ἐζητήθη ἡ λῆψις μέτρων. bbox=[566, 495, 740, 588]
section-head: Η ΟΔΟΣ ΜΟΝΑΣΤΗΡΙΟΥ bbox=[34, 611, 151, 623]
article-text: Ἐξ ἄλλου, ὁ ἀρμόδιος ὑπουργὸς ἐδήλωσεν ὅτι ἡ κυβέρνησις θὰ ἐξετάσῃ μὲ εὐμένειαν τὰ αἰτήματα τῶν ἐνδιαφερομένων καὶ ὅτι τὸ συντομώτερον δυνατὸν θὰ ληφθοῦν αἱ ἀπαραίτητοι ἀποφάσεις πρὸς ἱκανοποίησιν αὐτῶν. bbox=[367, 2203, 553, 2285]
headline-enosis-kentrou: ΠΑΝΗΓΥΡΙΚΟΝ ΧΑΡΑΚΤΗΡΑ ΘΑ ΠΡΟΣΛΑΒΗ Η ΑΥΡΙΑΝΗ ΕΚΔΗΛΩΣΙΣ ΤΗΣ ΕΝΩΣΕΩΣ ΚΕΝΤΡΟΥ bbox=[368, 267, 552, 326]
article-text: Ἐξ ἄλλου, ὁ ἀρμόδιος ὑπουργὸς ἐδήλωσεν ὅτι ἡ κυβέρνησις θὰ ἐξετάσῃ μὲ εὐμένειαν τὰ αἰτήματα τῶν ἐνδιαφερομένων καὶ ὅτι τὸ συντομώτερον δυνατὸν θὰ ληφθοῦν αἱ ἀπαραίτητοι ἀποφάσεις πρὸς ἱκανοποίησιν αὐτῶν. bbox=[1117, 1722, 1292, 1804]
article-text: ΑΘΗΝΑΙ, 10. — Ὑπὸ τοῦ ὑπουργοῦ ἀνεκοινώθη ὅτι κατὰ τὴν χθεσινὴν συνεδρίασιν τοῦ συμβουλίου ἐξητάσθησαν διάφορα ζητήματα τῆς ἁρμοδιότητος αὐτοῦ, ἐνῷ ἀπεφασίσθη ἡ ἀποστολὴ ἐπιτροπῆς πρὸς μελέτην τῶν προβλημάτων τῆς περιοχῆς. Ἡ συζήτησις θὰ συνεχισθῇ κατὰ τὴν προσεχῆ συνεδρίασιν. bbox=[929, 495, 1104, 600]
article-text: Ἐξ ἄλλου, ὁ ἀρμόδιος ὑπουργὸς ἐδήλωσεν ὅτι ἡ κυβέρνησις θὰ ἐξετάσῃ μὲ εὐμένειαν τὰ αἰτήματα τῶν ἐνδιαφερομένων καὶ ὅτι τὸ συντομώτερον δυνατὸν θὰ ληφθοῦν αἱ ἀπαραίτητοι ἀποφάσεις πρὸς ἱκανοποίησιν αὐτῶν. bbox=[1301, 1696, 1477, 1778]
article-text: Κατὰ τὰς πληροφορίας μας, αἱ ἀρμόδιαι ὑπηρεσίαι προέβησαν εἰς τὰς ἀναγκαίας ἐνεργείας διὰ τὴν ταχυτέραν διεκπεραίωσιν τῶν ἐκκρεμοτήτων. Ὡς γνωστόν, τὸ θέμα ἀπησχόλησε καὶ κατὰ τὸ παρελθὸν τὰς ἐπιτροπὰς τοῦ συλλόγου καὶ ἐζητήθη ἡ λῆψις μέτρων. bbox=[186, 1775, 352, 1868]
divider bbox=[566, 1384, 1104, 1386]
headline-paideia: ΠΡΟΠΑΡΑΣΚΕΥΑΣΤΙΚΗΝ ΘΕΩΡΕΙ Ο ΥΠΟΥΡΓΟΣ ΠΑΙΔΕΙΑΣ ΤΗΝ ΠΡΩΤΟΒΟΥΛΙΑΝ ΔΙΑ ΤΟΝ ΚΑΤΑΡΤΙΣΜΟΝ ΚΑΤΑΣΤΑΤΙΚΟΥ ΧΑΡΤΟΥ ΤΩΝ ΑΝΩΤΑΤΩΝ ΙΔΡΥΜΑΤΩΝ bbox=[1144, 52, 1450, 109]
divider bbox=[566, 1697, 1104, 1699]
article-text: ΑΘΗΝΑΙ, 10. — Ὑπὸ τοῦ ὑπουργοῦ ἀνεκοινώθη ὅτι κατὰ τὴν χθεσινὴν συνεδρίασιν τοῦ συμβουλίου ἐξητάσθησαν διάφορα ζητήματα τῆς ἁρμοδιότητος αὐτοῦ, ἐνῷ ἀπεφασίσθη ἡ ἀποστολὴ ἐπιτροπῆς πρὸς μελέτην τῶν προβλημάτων τῆς περιοχῆς. Ἡ συζήτησις θὰ συνεχισθῇ κατὰ τὴν προσεχῆ συνεδρίασιν. bbox=[9, 1587, 176, 1704]
headline-eikones: ΚΑΤΕΙΧΕ ΠΑΡΑΝΟΜΩΣ ΒΥΖΑΝΤΙΝΑΣ ΕΙΚΟΝΑΣ ΚΑΙ ΑΡΧΑΙΑ ΝΟΜΙΣΜΑΤΑ bbox=[372, 1734, 548, 1778]
article-text: Κατὰ τὰς πληροφορίας μας, αἱ ἀρμόδιαι ὑπηρεσίαι προέβησαν εἰς τὰς ἀναγκαίας ἐνεργείας διὰ τὴν ταχυτέραν διεκπεραίωσιν τῶν ἐκκρεμοτήτων. Ὡς γνωστόν, τὸ θέμα ἀπησχόλησε καὶ κατὰ τὸ παρελθὸν τὰς ἐπιτροπὰς τοῦ συλλόγου καὶ ἐζητήθη ἡ λῆψις μέτρων. bbox=[1117, 1608, 1292, 1701]
section-head: ΑΙ ΑΡΑΒΙΚΑΙ ΧΩΡΑΙ bbox=[787, 1564, 883, 1576]
section-head: ΑΠΟ ΤΗΝ ΚΟΜΟΤΗΝΗΝ bbox=[211, 2268, 327, 2280]
article-text: ΑΘΗΝΑΙ, 10. — Ὑπὸ τοῦ ὑπουργοῦ ἀνεκοινώθη ὅτι κατὰ τὴν χθεσινὴν συνεδρίασιν τοῦ συμβουλίου ἐξητάσθησαν διάφορα ζητήματα τῆς ἁρμοδιότητος αὐτοῦ, ἐνῷ ἀπεφασίσθη ἡ ἀποστολὴ ἐπιτροπῆς πρὸς μελέτην τῶν προβλημάτων τῆς περιοχῆς. Ἡ συζήτησις θὰ συνεχισθῇ κατὰ τὴν προσεχῆ συνεδρίασιν. bbox=[748, 1148, 922, 1252]
article-text: Ἐξ ἄλλου, ὁ ἀρμόδιος ὑπουργὸς ἐδήλωσεν ὅτι ἡ κυβέρνησις θὰ ἐξετάσῃ μὲ εὐμένειαν τὰ αἰτήματα τῶν ἐνδιαφερομένων καὶ ὅτι τὸ συντομώτερον δυνατὸν θὰ ληφθοῦν αἱ ἀπαραίτητοι ἀποφάσεις πρὸς ἱκανοποίησιν αὐτῶν. bbox=[748, 1062, 922, 1144]
article-text: ΑΘΗΝΑΙ, 10. — Ὑπὸ τοῦ ὑπουργοῦ ἀνεκοινώθη ὅτι κατὰ τὴν χθεσινὴν συνεδρίασιν τοῦ συμβουλίου ἐξητάσθησαν διάφορα ζητήματα τῆς ἁρμοδιότητος αὐτοῦ, ἐνῷ ἀπεφασίσθη ἡ ἀποστολὴ ἐπιτροπῆς πρὸς μελέτην τῶν προβλημάτων τῆς περιοχῆς. Ἡ συζήτησις θὰ συνεχισθῇ κατὰ τὴν προσεχῆ συνεδρίασιν. bbox=[1307, 1381, 1471, 1498]
section-head: ΗΡΧΙΣΑΝ ΑΙ ΕΣΤΑΣΕΙΣ ΥΠΟΨΗΦΙΩΝ ΔΙΚΗΓΟΡΩΝ ΕΠΑΡΧΙΑΚΩΝ ΣΥΛΛΟΓΩΝ bbox=[1117, 366, 1292, 400]
divider bbox=[9, 1505, 352, 1507]
page-edge-marks: · · · bbox=[0, 111, 3, 139]
article-text: Κατὰ τὰς πληροφορίας μας, αἱ ἀρμόδιαι ὑπηρεσίαι προέβησαν εἰς τὰς ἀναγκαίας ἐνεργείας διὰ τὴν ταχυτέραν διεκπεραίωσιν τῶν ἐκκρεμοτήτων. Ὡς γνωστόν, τὸ θέμα ἀπησχόλησε καὶ κατὰ τὸ παρελθὸν τὰς ἐπιτροπὰς τοῦ συλλόγου καὶ ἐζητήθη ἡ λῆψις μέτρων. bbox=[566, 1160, 740, 1252]
article-text: Κατὰ τὰς πληροφορίας μας, αἱ ἀρμόδιαι ὑπηρεσίαι προέβησαν εἰς τὰς ἀναγκαίας ἐνεργείας διὰ τὴν ταχυτέραν διεκπεραίωσιν τῶν ἐκκρεμοτήτων. Ὡς γνωστόν, τὸ θέμα ἀπησχόλησε καὶ κατὰ τὸ παρελθὸν τὰς ἐπιτροπὰς τοῦ συλλόγου καὶ ἐζητήθη ἡ λῆψις μέτρων. bbox=[9, 1982, 176, 2075]
section-head: Η ΓΟΡΑΣΙΝΟΙΣ ΕΙΣ ΘΡΑΚΗΝ bbox=[584, 595, 722, 607]
article-text: ΚΑΒΑΛΑ, 10. — Ἡ ἀγορὰ τῶν καπνῶν ἐξακολουθεῖ μὲ βραδὺν ρυθμόν. Μέχρι στιγμῆς διετέθησαν περιορισμέναι ποσότητες, οἱ δὲ παραγωγοὶ ἀρνοῦνται νὰ διαθέσουν τὰ προϊόντα των εἰς τὰς προσφερομένας τιμάς. bbox=[748, 523, 922, 593]
divider bbox=[367, 946, 553, 948]
headline-ichthyes: ΕΥΡΥΤΑΤΑΙ ΜΕΛΕΤΑΙ ΕΙΣ ΤΗΝ ΣΟΒΙΕΤ. ΕΝΩΣΙΝ ΠΡΟΣ ΚΑΤΑΠΟΛΕΜΗΣΙΝ ΝΟΣΩΝ ΤΩΝ ΙΧΘΥΩΝ bbox=[569, 1704, 1101, 1751]
section-head: ΑΠΟ ΤΑ ΓΙΑΝΝΙΤΣΑ bbox=[221, 2383, 317, 2396]
article-dexia-body bbox=[1117, 1587, 1477, 2032]
headline-pandreia: ΕΠΕΧΕΙΡΗΣΕ ΝΑ ΠΡΟΑΓΑΓΗ ΤΗΝ ΠΑΝΔΡΕΙΑΝ ΤΟΥ ΔΙΑ ΝΑ ΝΥΜΦΕΥΘΟΥΝ ΛΙΑΝ ΣΥΝΤΟΜΩΣ bbox=[1117, 1104, 1477, 1157]
article-text: Ἐξ ἄλλου, ὁ ἀρμόδιος ὑπουργὸς ἐδήλωσεν ὅτι ἡ κυβέρνησις θὰ ἐξετάσῃ μὲ εὐμένειαν τὰ αἰτήματα τῶν ἐνδιαφερομένων καὶ ὅτι τὸ συντομώτερον δυνατὸν θὰ ληφθοῦν αἱ ἀπαραίτητοι ἀποφάσεις πρὸς ἱκανοποίησιν αὐτῶν. bbox=[367, 1782, 553, 1864]
article-text: Ἐξ ἄλλου, ὁ ἀρμόδιος ὑπουργὸς ἐδήλωσεν ὅτι ἡ κυβέρνησις θὰ ἐξετάσῃ μὲ εὐμένειαν τὰ αἰτήματα τῶν ἐνδιαφερομένων καὶ ὅτι τὸ συντομώτερον δυνατὸν θὰ ληφθοῦν αἱ ἀπαραίτητοι ἀποφάσεις πρὸς ἱκανοποίησιν αὐτῶν. bbox=[9, 288, 176, 369]
article-paideia-body bbox=[1117, 114, 1477, 637]
article-text: ΑΘΗΝΑΙ, 10. — Ὑπὸ τοῦ ὑπουργοῦ ἀνεκοινώθη ὅτι κατὰ τὴν χθεσινὴν συνεδρίασιν τοῦ συμβουλίου ἐξητάσθησαν διάφορα ζητήματα τῆς ἁρμοδιότητος αὐτοῦ, ἐνῷ ἀπεφασίσθη ἡ ἀποστολὴ ἐπιτροπῆς πρὸς μελέτην τῶν προβλημάτων τῆς περιοχῆς. Ἡ συζήτησις θὰ συνεχισθῇ κατὰ τὴν προσεχῆ συνεδρίασιν. bbox=[1301, 1587, 1477, 1692]
headline-kallyntika: ΑΠΑΓΟΡΕΥΣΙΣ Η ΠΩΛΗΣΙΣ ΚΑΛΛΥΝΤΙΚΩΝ ΚΑΙ ΙΔΙΟΣΚΕΥΑΣΜΑΤΩΝ bbox=[374, 1271, 545, 1315]
article-text: ΑΘΗΝΑΙ, 10. — Ὑπὸ τοῦ ὑπουργοῦ ἀνεκοινώθη ὅτι κατὰ τὴν χθεσινὴν συνεδρίασιν τοῦ συμβουλίου ἐξητάσθησαν διάφορα ζητήματα τῆς ἁρμοδιότητος αὐτοῦ, ἐνῷ ἀπεφασίσθη ἡ ἀποστολὴ ἐπιτροπῆς πρὸς μελέτην τῶν προβλημάτων τῆς περιοχῆς. Ἡ συζήτησις θὰ συνεχισθῇ κατὰ τὴν προσεχῆ συνεδρίασιν. bbox=[186, 1204, 352, 1321]
article-text: ΑΘΗΝΑΙ, 10. — Ὑπὸ τοῦ ὑπουργοῦ ἀνεκοινώθη ὅτι κατὰ τὴν χθεσινὴν συνεδρίασιν τοῦ συμβουλίου ἐξητάσθησαν διάφορα ζητήματα τῆς ἁρμοδιότητος αὐτοῦ, ἐνῷ ἀπεφασίσθη ἡ ἀποστολὴ ἐπιτροπῆς πρὸς μελέτην τῶν προβλημάτων τῆς περιοχῆς. Ἡ συζήτησις θὰ συνεχισθῇ κατὰ τὴν προσεχῆ συνεδρίασιν. bbox=[186, 1959, 352, 2075]
article-text: ΑΘΗΝΑΙ, 10. — Ὑπὸ τοῦ ὑπουργοῦ ἀνεκοινώθη ὅτι κατὰ τὴν χθεσινὴν συνεδρίασιν τοῦ συμβουλίου ἐξητάσθησαν διάφορα ζητήματα τῆς ἁρμοδιότητος αὐτοῦ, ἐνῷ ἀπεφασίσθη ἡ ἀποστολὴ ἐπιτροπῆς πρὸς μελέτην τῶν προβλημάτων τῆς περιοχῆς. Ἡ συζήτησις θὰ συνεχισθῇ κατὰ τὴν προσεχῆ συνεδρίασιν. bbox=[1301, 1896, 1477, 2001]
article-text: ΑΘΗΝΑΙ, 10. — Ὑπὸ τοῦ ὑπουργοῦ ἀνεκοινώθη ὅτι κατὰ τὴν χθεσινὴν συνεδρίασιν τοῦ συμβουλίου ἐξητάσθησαν διάφορα ζητήματα τῆς ἁρμοδιότητος αὐτοῦ, ἐνῷ ἀπεφασίσθη ἡ ἀποστολὴ ἐπιτροπῆς πρὸς μελέτην τῶν προβλημάτων τῆς περιοχῆς. Ἡ συζήτησις θὰ συνεχισθῇ κατὰ τὴν προσεχῆ συνεδρίασιν. bbox=[9, 2383, 176, 2500]
article-text: Κατὰ τὰς πληροφορίας μας, αἱ ἀρμόδιαι ὑπηρεσίαι προέβησαν εἰς τὰς ἀναγκαίας ἐνεργείας διὰ τὴν ταχυτέραν διεκπεραίωσιν τῶν ἐκκρεμοτήτων. Ὡς γνωστόν, τὸ θέμα ἀπησχόλησε καὶ κατὰ τὸ παρελθὸν τὰς ἐπιτροπὰς τοῦ συλλόγου καὶ ἐζητήθη ἡ λῆψις μέτρων. bbox=[748, 1465, 922, 1559]
article-nauagio-body bbox=[566, 948, 1104, 1377]
section-head: Η ΕΠΙΘΕΣΙΣ bbox=[240, 392, 298, 405]
article-ichthyes-body bbox=[566, 1755, 1104, 1865]
divider bbox=[367, 1116, 553, 1118]
headline-lira-prices: ΑΙ ΤΙΜΑΙ ΤΗΣ ΛΙΡΑΣ ΚΑΙ ΤΩΝ ΑΛΛΩΝ ΧΡΥΣΩΝ ΝΟΜΙΣΜΑΤΩΝ bbox=[367, 598, 553, 642]
article-text: Κατὰ τὰς πληροφορίας μας, αἱ ἀρμόδιαι ὑπηρεσίαι προέβησαν εἰς τὰς ἀναγκαίας ἐνεργείας διὰ τὴν ταχυτέραν διεκπεραίωσιν τῶν ἐκκρεμοτήτων. Ὡς γνωστόν, τὸ θέμα ἀπησχόλησε καὶ κατὰ τὸ παρελθὸν τὰς ἐπιτροπὰς τοῦ συλλόγου καὶ ἐζητήθη ἡ λῆψις μέτρων. bbox=[186, 407, 352, 501]
article-text: ΑΘΗΝΑΙ, 10. — Ὑπὸ τοῦ ὑπουργοῦ ἀνεκοινώθη ὅτι κατὰ τὴν χθεσινὴν συνεδρίασιν τοῦ συμβουλίου ἐξητάσθησαν διάφορα ζητήματα τῆς ἁρμοδιότητος αὐτοῦ, ἐνῷ ἀπεφασίσθη ἡ ἀποστολὴ ἐπιτροπῆς πρὸς μελέτην τῶν προβλημάτων τῆς περιοχῆς. Ἡ συζήτησις θὰ συνεχισθῇ κατὰ τὴν προσεχῆ συνεδρίασιν. bbox=[1117, 528, 1292, 633]
price-row: Εδουάρδου 300.00 bbox=[367, 772, 553, 785]
headline-serraios: ΣΥΝΕΛΗΦΘΗΣΑΝ ΟΙ ΕΥΘΥΝΟΙ ΤΟΥ ΣΕΡΡΑΙΟΥ ΒΑΣΙΛΕΩΣ bbox=[379, 1587, 541, 1631]
section-head: ΑΠΕΦΑΣΙΣΘΗ Η ΣΥΣΤΑΣΙΣ ΜΟΝΑΔΟΣ ΟΡΓΑΝΩΣΕΩΣ ΥΠΟΥΡΓΕΙΟΥ ΓΕΩΡΓΙΑΣ bbox=[1324, 1344, 1453, 1379]
headline-antitorpilliko: ΑΜΕΡΙΚΑΝΙΚΟΝ ΑΝΤΙΤΟΡΠΙΛΛΙΚΟΝ ΕΙΣ ΤΗΝ ΚΑΒΑΛΑΝ bbox=[370, 1418, 550, 1461]
article-text: ΑΘΗΝΑΙ, 10. — Ὑπὸ τοῦ ὑπουργοῦ ἀνεκοινώθη ὅτι κατὰ τὴν χθεσινὴν συνεδρίασιν τοῦ συμβουλίου ἐξητάσθησαν διάφορα ζητήματα τῆς ἁρμοδιότητος αὐτοῦ, ἐνῷ ἀπεφασίσθη ἡ ἀποστολὴ ἐπιτροπῆς πρὸς μελέτην τῶν προβλημάτων τῆς περιοχῆς. Ἡ συζήτησις θὰ συνεχισθῇ κατὰ τὴν προσεχῆ συνεδρίασιν. bbox=[748, 397, 922, 502]
section-head: ΗΥΞΗΘΗ ΤΟ ΤΕΛΟΣ ΤΟΥ "ΤΕΛΕΣ" ΕΛΛΑΔΟΣ — ΣΟΥΗΔΙΑΣ bbox=[1121, 502, 1287, 525]
article-text: Ἐξ ἄλλου, ὁ ἀρμόδιος ὑπουργὸς ἐδήλωσεν ὅτι ἡ κυβέρνησις θὰ ἐξετάσῃ μὲ εὐμένειαν τὰ αἰτήματα τῶν ἐνδιαφερομένων καὶ ὅτι τὸ συντομώτερον δυνατὸν θὰ ληφθοῦν αἱ ἀπαραίτητοι ἀποφάσεις πρὸς ἱκανοποίησιν αὐτῶν. bbox=[566, 1591, 740, 1673]
article-text: Ἐξ ἄλλου, ὁ ἀρμόδιος ὑπουργὸς ἐδήλωσεν ὅτι ἡ κυβέρνησις θὰ ἐξετάσῃ μὲ εὐμένειαν τὰ αἰτήματα τῶν ἐνδιαφερομένων καὶ ὅτι τὸ συντομώτερον δυνατὸν θὰ ληφθοῦν αἱ ἀπαραίτητοι ἀποφάσεις πρὸς ἱκανοποίησιν αὐτῶν. bbox=[9, 626, 176, 708]
subheadline-meiosis: Λόγῳ τῆς μειώσεως τῆς ἐσοδείας των bbox=[566, 255, 1104, 288]
article-text: Κατὰ τὰς πληροφορίας μας, αἱ ἀρμόδιαι ὑπηρεσίαι προέβησαν εἰς τὰς ἀναγκαίας ἐνεργείας διὰ τὴν ταχυτέραν διεκπεραίωσιν τῶν ἐκκρεμοτήτων. Ὡς γνωστόν, τὸ θέμα ἀπησχόλησε καὶ κατὰ τὸ παρελθὸν τὰς ἐπιτροπὰς τοῦ συλλόγου καὶ ἐζητήθη ἡ λῆψις μέτρων. bbox=[748, 597, 922, 691]
article-thalassioi-body bbox=[9, 1400, 352, 1497]
article-text: ΚΑΒΑΛΑ, 10. — Ἡ ἀγορὰ τῶν καπνῶν ἐξακολουθεῖ μὲ βραδὺν ρυθμόν. Μέχρι στιγμῆς διετέθησαν περιορισμέναι ποσότητες, οἱ δὲ παραγωγοὶ ἀρνοῦνται νὰ διαθέσουν τὰ προϊόντα των εἰς τὰς προσφερομένας τιμάς. bbox=[929, 621, 1104, 691]
article-text: Κατὰ τὰς πληροφορίας μας, αἱ ἀρμόδιαι ὑπηρεσίαι προέβησαν εἰς τὰς ἀναγκαίας ἐνεργείας διὰ τὴν ταχυτέραν διεκπεραίωσιν τῶν ἐκκρεμοτήτων. Ὡς γνωστόν, τὸ θέμα ἀπησχόλησε καὶ κατὰ τὸ παρελθὸν τὰς ἐπιτροπὰς τοῦ συλλόγου καὶ ἐζητήθη ἡ λῆψις μέτρων. bbox=[186, 2283, 352, 2377]
price-row: Λίρα Αγγλίας 297.00 bbox=[367, 733, 553, 746]
divider bbox=[1117, 1279, 1477, 1281]
article-text: Ἐξ ἄλλου, ὁ ἀρμόδιος ὑπουργὸς ἐδήλωσεν ὅτι ἡ κυβέρνησις θὰ ἐξετάσῃ μὲ εὐμένειαν τὰ αἰτήματα τῶν ἐνδιαφερομένων καὶ ὅτι τὸ συντομώτερον δυνατὸν θὰ ληφθοῦν αἱ ἀπαραίτητοι ἀποφάσεις πρὸς ἱκανοποίησιν αὐτῶν. bbox=[1301, 808, 1477, 890]
headline-moschoi: ΔΙΑ ΤΗΣ ΕΙΣΑΓΩΓΗΣ ΜΟΣΧΩΝ ΠΡΟΣ ΠΑΧΥΝΣΙΝ ΠΕΡΙΟΡΙΖΕΤΑΙ Η ΕΞΑΓΩΓΗ ΣΥΝΑΛΛΑΓΜΑΤΟΣ bbox=[1147, 921, 1446, 974]
article-viotechnikes-body bbox=[9, 1108, 352, 1327]
page-logo-selis: Σελις 7 bbox=[1117, 7, 1477, 47]
article-text: Κατὰ τὰς πληροφορίας μας, αἱ ἀρμόδιαι ὑπηρεσίαι προέβησαν εἰς τὰς ἀναγκαίας ἐνεργείας διὰ τὴν ταχυτέραν διεκπεραίωσιν τῶν ἐκκρεμοτήτων. Ὡς γνωστόν, τὸ θέμα ἀπησχόλησε καὶ κατὰ τὸ παρελθὸν τὰς ἐπιτροπὰς τοῦ συλλόγου καὶ ἐζητήθη ἡ λῆψις μέτρων. bbox=[367, 170, 553, 251]
section-head: Η ΣΥΖΗΤΗΣΙΣ bbox=[620, 1145, 686, 1157]
section-head: ΑΠΟ ΤΗΝ ΒΕΡΟΙΑΝ bbox=[45, 2266, 141, 2278]
headline-aspida: ΑΙ ΑΝΑΚΡΙΣΕΙΣ ΔΙΑ ΤΗΝ ΑΝΑΜΙΞΙΝ ΠΟΛΙΤΙΚΩΝ ΕΙΣ ΤΟΝ "ΑΣΠΙΔΑ" bbox=[375, 12, 545, 56]
article-text: Ἐξ ἄλλου, ὁ ἀρμόδιος ὑπουργὸς ἐδήλωσεν ὅτι ἡ κυβέρνησις θὰ ἐξετάσῃ μὲ εὐμένειαν τὰ αἰτήματα τῶν ἐνδιαφερομένων καὶ ὅτι τὸ συντομώτερον δυνατὸν θὰ ληφθοῦν αἱ ἀπαραίτητοι ἀποφάσεις πρὸς ἱκανοποίησιν αὐτῶν. bbox=[9, 1775, 176, 1856]
article-text: Κατὰ τὰς πληροφορίας μας, αἱ ἀρμόδιαι ὑπηρεσίαι προέβησαν εἰς τὰς ἀναγκαίας ἐνεργείας διὰ τὴν ταχυτέραν διεκπεραίωσιν τῶν ἐκκρεμοτήτων. Ὡς γνωστόν, τὸ θέμα ἀπησχόλησε καὶ κατὰ τὸ παρελθὸν τὰς ἐπιτροπὰς τοῦ συλλόγου καὶ ἐζητήθη ἡ λῆψις μέτρων. bbox=[929, 295, 1104, 388]
article-text: Κατὰ τὰς πληροφορίας μας, αἱ ἀρμόδιαι ὑπηρεσίαι προέβησαν εἰς τὰς ἀναγκαίας ἐνεργείας διὰ τὴν ταχυτέραν διεκπεραίωσιν τῶν ἐκκρεμοτήτων. Ὡς γνωστόν, τὸ θέμα ἀπησχόλησε καὶ κατὰ τὸ παρελθὸν τὰς ἐπιτροπὰς τοῦ συλλόγου καὶ ἐζητήθη ἡ λῆψις μέτρων. bbox=[367, 647, 553, 728]
article-text: ΑΘΗΝΑΙ, 10. — Ὑπὸ τοῦ ὑπουργοῦ ἀνεκοινώθη ὅτι κατὰ τὴν χθεσινὴν συνεδρίασιν τοῦ συμβουλίου ἐξητάσθησαν διάφορα ζητήματα τῆς ἁρμοδιότητος αὐτοῦ, ἐνῷ ἀπεφασίσθη ἡ ἀποστολὴ ἐπιτροπῆς πρὸς μελέτην τῶν προβλημάτων τῆς περιοχῆς. Ἡ συζήτησις θὰ συνεχισθῇ κατὰ τὴν προσεχῆ συνεδρίασιν. bbox=[1117, 146, 1292, 250]
article-narkotika-body bbox=[1117, 711, 1477, 906]
article-text: Ἐξ ἄλλου, ὁ ἀρμόδιος ὑπουργὸς ἐδήλωσεν ὅτι ἡ κυβέρνησις θὰ ἐξετάσῃ μὲ εὐμένειαν τὰ αἰτήματα τῶν ἐνδιαφερομένων καὶ ὅτι τὸ συντομώτερον δυνατὸν θὰ ληφθοῦν αἱ ἀπαραίτητοι ἀποφάσεις πρὸς ἱκανοποίησιν αὐτῶν. bbox=[186, 1872, 352, 1954]
headline-ergatikes: Η ΚΙΝΗΣΙΣ ΤΩΝ ΕΡΓΑΤΙΚΩΝ ΟΡΓΑΝΩΣΕΩΝ bbox=[43, 1724, 319, 1770]
section-head: ΝΕΑΙ ΣΥΝΑΝΤΗΣΕΙΣ bbox=[786, 508, 884, 520]
section-head: ΕΙΣ ΤΑΣ ΑΘΗΝΑΣ bbox=[418, 841, 502, 854]
article-text: Κατὰ τὰς πληροφορίας μας, αἱ ἀρμόδιαι ὑπηρεσίαι προέβησαν εἰς τὰς ἀναγκαίας ἐνεργείας διὰ τὴν ταχυτέραν διεκπεραίωσιν τῶν ἐκκρεμοτήτων. Ὡς γνωστόν, τὸ θέμα ἀπησχόλησε καὶ κατὰ τὸ παρελθὸν τὰς ἐπιτροπὰς τοῦ συλλόγου καὶ ἐζητήθη ἡ λῆψις μέτρων. bbox=[1117, 1933, 1292, 2027]
headline-vrefos: ΣΥΝΕΛΗΦΘΗ Η ΕΓΚΑΤΑΛΕΙΨΑΣΑ ΤΟ ΒΡΕΦΟΣ ΤΗΣ bbox=[392, 955, 528, 998]
divider bbox=[367, 1263, 553, 1265]
headline-kapnoi: ΕΛΑΧΙΣΤΑΣ ΠΟΣΟΤΗΤΑΣ ΚΑΠΝΩΝ ΔΙΕΘΕΣΑΝ ΟΙ ΠΑΡΑΓΩΓΟΙ ΤΩΝ ΤΗΝ ΠΡΩΤΗΝ ΗΜΕΡΑΝ ΤΩΝ ΑΓΟΡΩΝ bbox=[612, 12, 1056, 209]
article-text: Κατὰ τὰς πληροφορίας μας, αἱ ἀρμόδιαι ὑπηρεσίαι προέβησαν εἰς τὰς ἀναγκαίας ἐνεργείας διὰ τὴν ταχυτέραν διεκπεραίωσιν τῶν ἐκκρεμοτήτων. Ὡς γνωστόν, τὸ θέμα ἀπησχόλησε καὶ κατὰ τὸ παρελθὸν τὰς ἐπιτροπὰς τοῦ συλλόγου καὶ ἐζητήθη ἡ λῆψις μέτρων. bbox=[186, 70, 352, 162]
article-text: Κατὰ τὰς πληροφορίας μας, αἱ ἀρμόδιαι ὑπηρεσίαι προέβησαν εἰς τὰς ἀναγκαίας ἐνεργείας διὰ τὴν ταχυτέραν διεκπεραίωσιν τῶν ἐκκρεμοτήτων. Ὡς γνωστόν, τὸ θέμα ἀπησχόλησε καὶ κατὰ τὸ παρελθὸν τὰς ἐπιτροπὰς τοῦ συλλόγου καὶ ἐζητήθη ἡ λῆψις μέτρων. bbox=[929, 1176, 1104, 1269]
article-text: ΑΘΗΝΑΙ, 10. — Ὑπὸ τοῦ ὑπουργοῦ ἀνεκοινώθη ὅτι κατὰ τὴν χθεσινὴν συνεδρίασιν τοῦ συμβουλίου ἐξητάσθησαν διάφορα ζητήματα τῆς ἁρμοδιότητος αὐτοῦ, ἐνῷ ἀπεφασίσθη ἡ ἀποστολὴ ἐπιτροπῆς πρὸς μελέτην τῶν προβλημάτων τῆς περιοχῆς. Ἡ συζήτησις θὰ συνεχισθῇ κατὰ τὴν προσεχῆ συνεδρίασιν. bbox=[9, 391, 176, 507]
divider bbox=[367, 1579, 553, 1581]
headline-nauagio: ΕΥΘΥΝΑΣ ΔΙΑ ΤΟ ΤΡΑΓΙΚΟΝ ΝΑΥΑΓΙΟΝ ΑΝΑΖΗΤΕΙ Η ΕΚ ΒΟΥΛΕΥΤΩΝ ΕΠΙΤΡΟΠΗ bbox=[579, 711, 1091, 830]
column-right bbox=[1117, 7, 1477, 2173]
column-rule bbox=[360, 7, 361, 2173]
article-text: ΑΘΗΝΑΙ, 10. — Ὑπὸ τοῦ ὑπουργοῦ ἀνεκοινώθη ὅτι κατὰ τὴν χθεσινὴν συνεδρίασιν τοῦ συμβουλίου ἐξητάσθησαν διάφορα ζητήματα τῆς ἁρμοδιότητος αὐτοῦ, ἐνῷ ἀπεφασίσθη ἡ ἀποστολὴ ἐπιτροπῆς πρὸς μελέτην τῶν προβλημάτων τῆς περιοχῆς. Ἡ συζήτησις θὰ συνεχισθῇ κατὰ τὴν προσεχῆ συνεδρίασιν. bbox=[1117, 979, 1477, 1037]
article-text: Ἐξ ἄλλου, ὁ ἀρμόδιος ὑπουργὸς ἐδήλωσεν ὅτι ἡ κυβέρνησις θὰ ἐξετάσῃ μὲ εὐμένειαν τὰ αἰτήματα τῶν ἐνδιαφερομένων καὶ ὅτι τὸ συντομώτερον δυνατὸν θὰ ληφθοῦν αἱ ἀπαραίτητοι ἀποφάσεις πρὸς ἱκανοποίησιν αὐτῶν. bbox=[367, 330, 553, 412]
article-text: ΑΘΗΝΑΙ, 10. — Ὑπὸ τοῦ ὑπουργοῦ ἀνεκοινώθη ὅτι κατὰ τὴν χθεσινὴν συνεδρίασιν τοῦ συμβουλίου ἐξητάσθησαν διάφορα ζητήματα τῆς ἁρμοδιότητος αὐτοῦ, ἐνῷ ἀπεφασίσθη ἡ ἀποστολὴ ἐπιτροπῆς πρὸς μελέτην τῶν προβλημάτων τῆς περιοχῆς. Ἡ συζήτησις θὰ συνεχισθῇ κατὰ τὴν προσεχῆ συνεδρίασιν. bbox=[367, 60, 553, 165]
article-text: ΑΘΗΝΑΙ, 10. — Ὑπὸ τοῦ ὑπουργοῦ ἀνεκοινώθη ὅτι κατὰ τὴν χθεσινὴν συνεδρίασιν τοῦ συμβουλίου ἐξητάσθησαν διάφορα ζητήματα τῆς ἁρμοδιότητος αὐτοῦ, ἐνῷ ἀπεφασίσθη ἡ ἀποστολὴ ἐπιτροπῆς πρὸς μελέτην τῶν προβλημάτων τῆς περιοχῆς. Ἡ συζήτησις θὰ συνεχισθῇ κατὰ τὴν προσεχῆ συνεδρίασιν. bbox=[566, 368, 740, 474]
article-text: Κατὰ τὰς πληροφορίας μας, αἱ ἀρμόδιαι ὑπηρεσίαι προέβησαν εἰς τὰς ἀναγκαίας ἐνεργείας διὰ τὴν ταχυτέραν διεκπεραίωσιν τῶν ἐκκρεμοτήτων. Ὡς γνωστόν, τὸ θέμα ἀπησχόλησε καὶ κατὰ τὸ παρελθὸν τὰς ἐπιτροπὰς τοῦ συλλόγου καὶ ἐζητήθη ἡ λῆψις μέτρων. bbox=[186, 1107, 352, 1201]
gold-price-table bbox=[367, 733, 553, 837]
article-text: ΑΘΗΝΑΙ, 10. — Ὑπὸ τοῦ ὑπουργοῦ ἀνεκοινώθη ὅτι κατὰ τὴν χθεσινὴν συνεδρίασιν τοῦ συμβουλίου ἐξητάσθησαν διάφορα ζητήματα τῆς ἁρμοδιότητος αὐτοῦ, ἐνῷ ἀπεφασίσθη ἡ ἀποστολὴ ἐπιτροπῆς πρὸς μελέτην τῶν προβλημάτων τῆς περιοχῆς. Ἡ συζήτησις θὰ συνεχισθῇ κατὰ τὴν προσεχῆ συνεδρίασιν. bbox=[566, 947, 740, 1053]
divider bbox=[367, 420, 553, 422]
article-text: Κατὰ τὰς πληροφορίας μας, αἱ ἀρμόδιαι ὑπηρεσίαι προέβησαν εἰς τὰς ἀναγκαίας ἐνεργείας διὰ τὴν ταχυτέραν διεκπεραίωσιν τῶν ἐκκρεμοτήτων. Ὡς γνωστόν, τὸ θέμα ἀπησχόλησε καὶ κατὰ τὸ παρελθὸν τὰς ἐπιτροπὰς τοῦ συλλόγου καὶ ἐζητήθη ἡ λῆψις μέτρων. bbox=[1117, 1328, 1292, 1420]
article-pandreia-body bbox=[1117, 1163, 1477, 1272]
divider bbox=[367, 1409, 553, 1411]
article-text: ΑΘΗΝΑΙ, 10. — Ὑπὸ τοῦ ὑπουργοῦ ἀνεκοινώθη ὅτι κατὰ τὴν χθεσινὴν συνεδρίασιν τοῦ συμβουλίου ἐξητάσθησαν διάφορα ζητήματα τῆς ἁρμοδιότητος αὐτοῦ, ἐνῷ ἀπεφασίσθη ἡ ἀποστολὴ ἐπιτροπῆς πρὸς μελέτην τῶν προβλημάτων τῆς περιοχῆς. Ἡ συζήτησις θὰ συνεχισθῇ κατὰ τὴν προσεχῆ συνεδρίασιν. bbox=[1301, 1162, 1477, 1266]
article-text: ΑΘΗΝΑΙ, 10. — Ὑπὸ τοῦ ὑπουργοῦ ἀνεκοινώθη ὅτι κατὰ τὴν χθεσινὴν συνεδρίασιν τοῦ συμβουλίου ἐξητάσθησαν διάφορα ζητήματα τῆς ἁρμοδιότητος αὐτοῦ, ἐνῷ ἀπεφασίσθη ἡ ἀποστολὴ ἐπιτροπῆς πρὸς μελέτην τῶν προβλημάτων τῆς περιοχῆς. Ἡ συζήτησις θὰ συνεχισθῇ κατὰ τὴν προσεχῆ συνεδρίασιν. bbox=[367, 1466, 553, 1571]
article-text: Κατὰ τὰς πληροφορίας μας, αἱ ἀρμόδιαι ὑπηρεσίαι προέβησαν εἰς τὰς ἀναγκαίας ἐνεργείας διὰ τὴν ταχυτέραν διεκπεραίωσιν τῶν ἐκκρεμοτήτων. Ὡς γνωστόν, τὸ θέμα ἀπησχόλησε καὶ κατὰ τὸ παρελθὸν τὰς ἐπιτροπὰς τοῦ συλλόγου καὶ ἐζητήθη ἡ λῆψις μέτρων. bbox=[367, 1636, 553, 1717]
article-text: Κατὰ τὰς πληροφορίας μας, αἱ ἀρμόδιαι ὑπηρεσίαι προέβησαν εἰς τὰς ἀναγκαίας ἐνεργείας διὰ τὴν ταχυτέραν διεκπεραίωσιν τῶν ἐκκρεμοτήτων. Ὡς γνωστόν, τὸ θέμα ἀπησχόλησε καὶ κατὰ τὸ παρελθὸν τὰς ἐπιτροπὰς τοῦ συλλόγου καὶ ἐζητήθη ἡ λῆψις μέτρων. bbox=[1301, 711, 1477, 803]
article-text: Ἐξ ἄλλου, ὁ ἀρμόδιος ὑπουργὸς ἐδήλωσεν ὅτι ἡ κυβέρνησις θὰ ἐξετάσῃ μὲ εὐμένειαν τὰ αἰτήματα τῶν ἐνδιαφερομένων καὶ ὅτι τὸ συντομώτερον δυνατὸν θὰ ληφθοῦν αἱ ἀπαραίτητοι ἀποφάσεις πρὸς ἱκανοποίησιν αὐτῶν. bbox=[566, 1057, 740, 1138]
divider bbox=[1117, 1522, 1477, 1523]
article-text: Ἐξ ἄλλου, ὁ ἀρμόδιος ὑπουργὸς ἐδήλωσεν ὅτι ἡ κυβέρνησις θὰ ἐξετάσῃ μὲ εὐμένειαν τὰ αἰτήματα τῶν ἐνδιαφερομένων καὶ ὅτι τὸ συντομώτερον δυνατὸν θὰ ληφθοῦν αἱ ἀπαραίτητοι ἀποφάσεις πρὸς ἱκανοποίησιν αὐτῶν. bbox=[186, 643, 352, 725]
article-text: Κατὰ τὰς πληροφορίας μας, αἱ ἀρμόδιαι ὑπηρεσίαι προέβησαν εἰς τὰς ἀναγκαίας ἐνεργείας διὰ τὴν ταχυτέραν διεκπεραίωσιν τῶν ἐκκρεμοτήτων. Ὡς γνωστόν, τὸ θέμα ἀπησχόλησε καὶ κατὰ τὸ παρελθὸν τὰς ἐπιτροπὰς τοῦ συλλόγου καὶ ἐζητήθη ἡ λῆψις μέτρων. bbox=[1301, 407, 1477, 500]
price-row: Χαρέ 287.00 bbox=[367, 824, 553, 837]
article-text: Ἐξ ἄλλου, ὁ ἀρμόδιος ὑπουργὸς ἐδήλωσεν ὅτι ἡ κυβέρνησις θὰ ἐξετάσῃ μὲ εὐμένειαν τὰ αἰτήματα τῶν ἐνδιαφερομένων καὶ ὅτι τὸ συντομώτερον δυνατὸν θὰ ληφθοῦν αἱ ἀπαραίτητοι ἀποφάσεις πρὸς ἱκανοποίησιν αὐτῶν. bbox=[186, 1399, 352, 1481]
price-row: Νέας κοπής 299.00 bbox=[367, 759, 553, 772]
article-text: Κατὰ τὰς πληροφορίας μας, αἱ ἀρμόδιαι ὑπηρεσίαι προέβησαν εἰς τὰς ἀναγκαίας ἐνεργείας διὰ τὴν ταχυτέραν διεκπεραίωσιν τῶν ἐκκρεμοτήτων. Ὡς γνωστόν, τὸ θέμα ἀπησχόλησε καὶ κατὰ τὸ παρελθὸν τὰς ἐπιτροπὰς τοῦ συλλόγου καὶ ἐζητήθη ἡ λῆψις μέτρων. bbox=[367, 2085, 553, 2166]
section-head: ΑΙ ΕΥΘΥΝΑΙ bbox=[987, 1162, 1046, 1174]
divider bbox=[367, 2043, 553, 2045]
headline-mikrai-eidiseis: ΜΙΚΡΑΙ ΕΙΔΗΣΕΙΣ ΑΠΟ ΤΑΣ ΕΠΑΡΧΙΑΣ bbox=[46, 2095, 315, 2141]
article-text: Κατὰ τὰς πληροφορίας μας, αἱ ἀρμόδιαι ὑπηρεσίαι προέβησαν εἰς τὰς ἀναγκαίας ἐνεργείας διὰ τὴν ταχυτέραν διεκπεραίωσιν τῶν ἐκκρεμοτήτων. Ὡς γνωστόν, τὸ θέμα ἀπησχόλησε καὶ κατὰ τὸ παρελθὸν τὰς ἐπιτροπὰς τοῦ συλλόγου καὶ ἐζητήθη ἡ λῆψις μέτρων. bbox=[1301, 1799, 1477, 1893]
article-text: Ἐξ ἄλλου, ὁ ἀρμόδιος ὑπουργὸς ἐδήλωσεν ὅτι ἡ κυβέρνησις θὰ ἐξετάσῃ μὲ εὐμένειαν τὰ αἰτήματα τῶν ἐνδιαφερομένων καὶ ὅτι τὸ συντομώτερον δυνατὸν θὰ ληφθοῦν αἱ ἀπαραίτητοι ἀποφάσεις πρὸς ἱκανοποίησιν αὐτῶν. bbox=[929, 1465, 1104, 1547]
article-text: Ἐξ ἄλλου, ὁ ἀρμόδιος ὑπουργὸς ἐδήλωσεν ὅτι ἡ κυβέρνησις θὰ ἐξετάσῃ μὲ εὐμένειαν τὰ αἰτήματα τῶν ἐνδιαφερομένων καὶ ὅτι τὸ συντομώτερον δυνατὸν θὰ ληφθοῦν αἱ ἀπαραίτητοι ἀποφάσεις πρὸς ἱκανοποίησιν αὐτῶν. bbox=[929, 1755, 1104, 1837]
section-head: ΑΙ ΔΗΘΕΝ ΑΝΤΙΘΕΣΕΙΣ bbox=[1147, 1707, 1261, 1719]
